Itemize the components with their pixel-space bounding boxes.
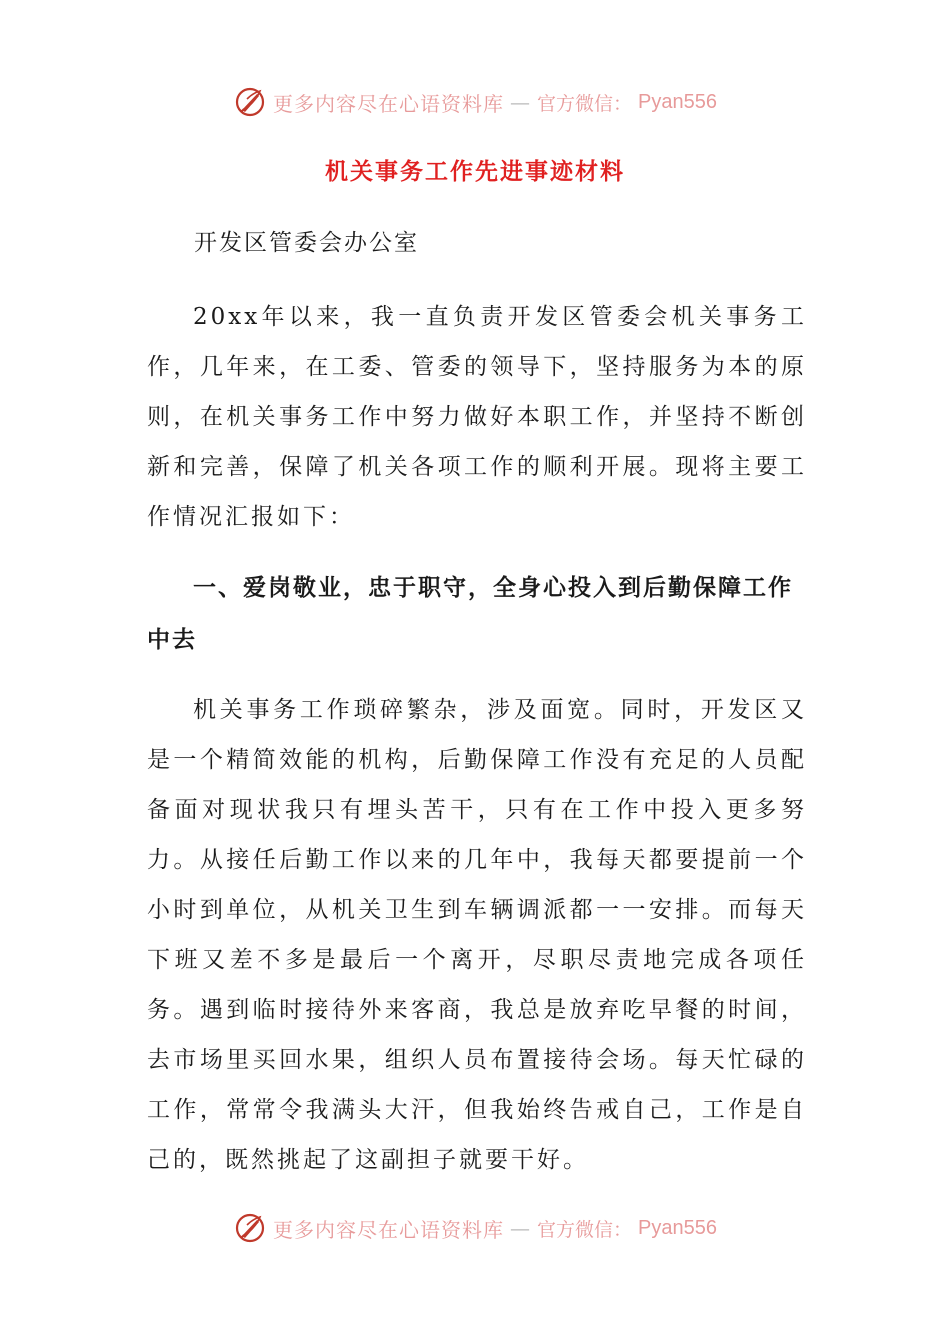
section-heading: 一、爱岗敬业，忠于职守，全身心投入到后勤保障工作中去: [147, 575, 793, 653]
organization-name: 开发区管委会办公室: [194, 230, 419, 256]
banner-separator: —: [510, 90, 531, 114]
banner-text: 更多内容尽在心语资料库: [273, 91, 504, 116]
header-watermark-banner: [0, 82, 950, 122]
section-paragraph: 机关事务工作琐碎繁杂，涉及面宽。同时，开发区又是一个精简效能的机构，后勤保障工作没有充足的人员配备面对现状我只有埋头苦干，只有在工作中投入更多努力。从接任后勤工作以来的几年中，我每天都要提前一个小时到单位，从机关卫生到车辆调派都一一安排。而每天下班又差不多是最后一个离开，尽职尽责地完成各项任务。遇到临时接待外来客商，我总是放弃吃早餐的时间，去市场里买回水果，组织人员布置接待会场。每天忙碌的工作，常常令我满头大汗，但我始终告戒自己，工作是自己的，既然挑起了这副担子就要干好。: [147, 697, 807, 1173]
banner-wechat-id: Pyan556: [638, 90, 717, 113]
banner-wechat-id: Pyan556: [638, 1216, 717, 1239]
document-title: 机关事务工作先进事迹材料: [325, 158, 625, 185]
quill-logo-icon: [233, 85, 267, 119]
banner-separator: —: [510, 1216, 531, 1240]
banner-wechat-label: 官方微信：: [537, 92, 633, 115]
banner-wechat-label: 官方微信：: [537, 1218, 633, 1241]
intro-paragraph: 20xx年以来，我一直负责开发区管委会机关事务工作，几年来，在工委、管委的领导下，坚持服务为本的原则，在机关事务工作中努力做好本职工作，并坚持不断创新和完善，保障了机关各项工作的顺利开展。现将主要工作情况汇报如下：: [147, 304, 807, 530]
footer-watermark-banner: [0, 1208, 950, 1248]
banner-text: 更多内容尽在心语资料库: [273, 1217, 504, 1242]
quill-logo-icon: [233, 1211, 267, 1245]
